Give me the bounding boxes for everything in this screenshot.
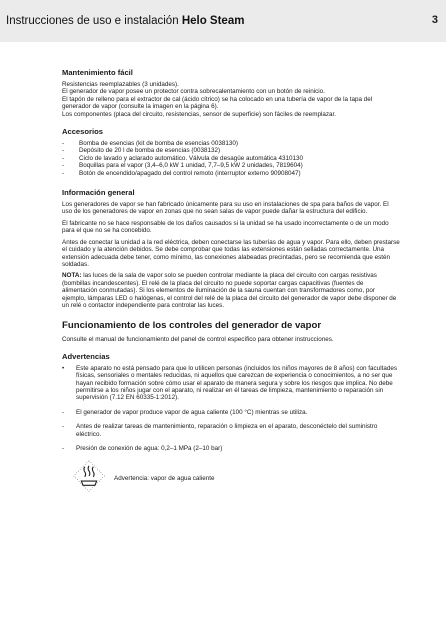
page-content xyxy=(62,68,400,501)
section-informacion xyxy=(62,188,400,309)
list-item: - Ciclo de lavado y aclarado automático. Válvula de desagüe automática 4310130 xyxy=(62,154,304,162)
list-item: - Boquillas para el vapor (3,4–6,0 kW 1 unidad, 7,7–9,5 kW 2 unidades, 7819604) xyxy=(62,162,303,170)
paragraph: Los generadores de vapor se han fabricado únicamente para su uso en instalaciones de spa para baños de vapor. El uso de los generadores de vapor en zonas que no sean salas de vapor puede dañar la estructura del edificio. xyxy=(62,201,389,216)
warnings-list xyxy=(62,365,400,453)
page-header xyxy=(0,0,446,42)
heading-funcionamiento: Funcionamiento de los controles del generador de vapor xyxy=(62,320,322,332)
steam-warning-note xyxy=(62,459,400,495)
heading-mantenimiento: Mantenimiento fácil xyxy=(62,68,133,77)
section-funcionamiento xyxy=(62,320,400,343)
section-mantenimiento xyxy=(62,68,400,118)
section-accesorios xyxy=(62,127,400,177)
warning-caption: Advertencia: vapor de agua caliente xyxy=(114,475,215,483)
text-line: El tapón de relleno para el extractor de cal (ácido cítrico) se ha colocado en una tubería de vapor de la tapa del generador de vapor (consulte la imagen en la página 6). xyxy=(62,95,373,111)
accessories-list xyxy=(62,140,400,177)
list-item: - Antes de realizar tareas de mantenimiento, reparación o limpieza en el aparato, desconéctelo del suministro eléctrico. xyxy=(62,423,378,438)
paragraph: Antes de conectar la unidad a la red eléctrica, deben conectarse las tuberías de agua y vapor. Para ello, deben prestarse el cuidado y la atención debidos. Se debe comprobar que todas las extensiones están selladas correctamente. Una extensión adecuada debe tener, como mínimo, las conexiones alabeadas precintadas, pero se recomienda que estén soldadas. xyxy=(62,238,400,268)
heading-informacion: Información general xyxy=(62,188,135,198)
list-item: - Botón de encendido/apagado del control remoto (interruptor externo 90908047) xyxy=(62,169,301,177)
list-item: - Depósito de 20 l de bomba de esencias (0038132) xyxy=(62,147,221,155)
heading-accesorios: Accesorios xyxy=(62,127,103,137)
page-number: 3 xyxy=(431,14,438,26)
text-line: El generador de vapor posee un protector contra sobrecalentamiento con un botón de reinicio. xyxy=(62,88,325,96)
text-line: Los componentes (placa del circuito, resistencias, sensor de superficie) son fáciles de reemplazar. xyxy=(62,110,337,118)
paragraph: El fabricante no se hace responsable de los daños causados si la unidad se ha usado incorrectamente o de un modo para el que no se ha concebido. xyxy=(62,219,389,235)
note-paragraph: NOTA: las luces de la sala de vapor solo se pueden controlar mediante la placa del circuito con cargas resistivas (bombillas incandescentes). El relé de la placa del circuito no puede soportar cargas capacitivas (fuentes de alimentación conmutadas). Si los elementos de iluminación de la sauna cuentan con transformadores como, por ejemplo, lámparas LED o halógenas, el control del relé de la placa del circuito del generador de vapor debe disponer de un relé o contactor independiente para controlar las luces. xyxy=(62,272,397,309)
list-item: • Este aparato no está pensado para que lo utilicen personas (incluidos los niños mayores de 8 años) con facultades físicas, sensoriales o mentales reducidas, ni aquellos que carezcan de experiencia o conocimientos, a no ser que hayan recibido formación sobre cómo usar el aparato de manera segura y sobre los riesgos que implica. No debe permitirse a los niños jugar con el aparato, ni realizar en él tareas de limpieza, mantenimiento o reparación sin supervisión (7.12 EN 60335-1:2012). xyxy=(62,364,397,402)
heading-advertencias: Advertencias xyxy=(62,351,110,361)
text-line: Resistencias reemplazables (3 unidades). xyxy=(62,81,179,88)
list-item: - Bomba de esencias (kit de bomba de esencias 0038130) xyxy=(62,140,238,148)
list-item: - El generador de vapor produce vapor de agua caliente (100 °C) mientras se utiliza. xyxy=(62,408,308,416)
paragraph: Consulte el manual de funcionamiento del panel de control específico para obtener instrucciones. xyxy=(62,336,334,344)
list-item: - Presión de conexión de agua: 0,2–1 MPa (2–10 bar) xyxy=(62,445,223,452)
section-advertencias xyxy=(62,352,400,496)
document-title: Instrucciones de uso e instalación Helo Steam xyxy=(6,15,245,27)
hot-steam-warning-icon xyxy=(72,459,106,493)
